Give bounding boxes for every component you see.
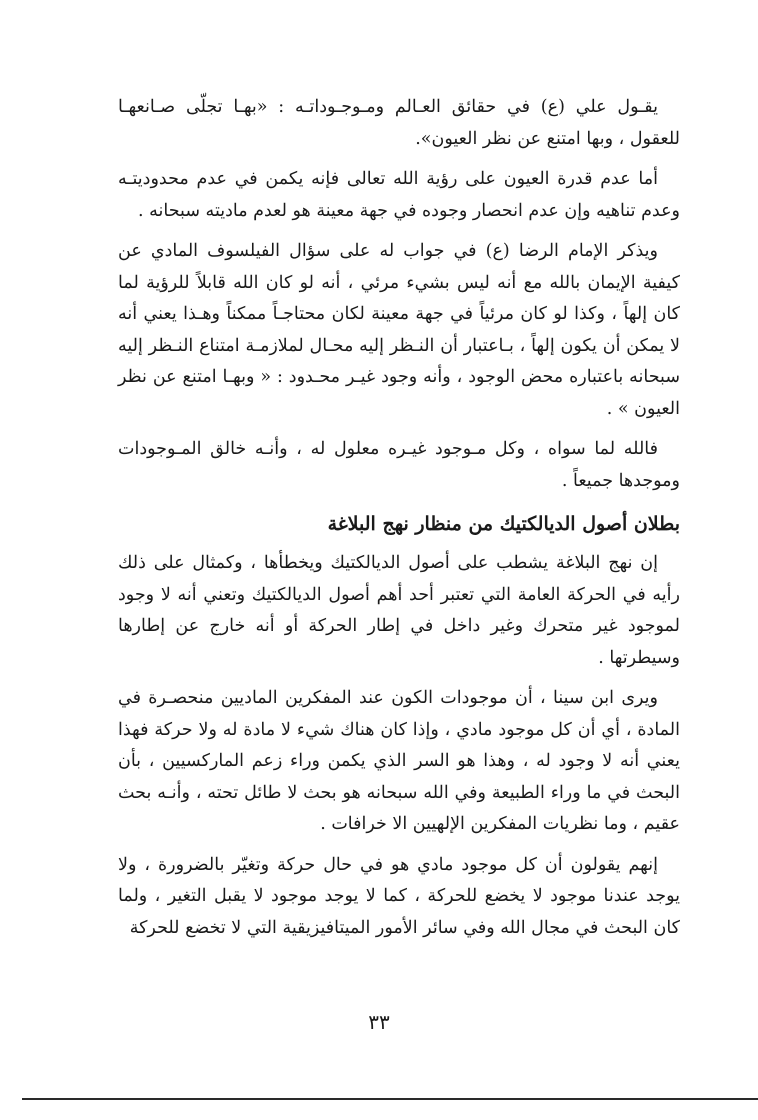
section-heading: بطلان أصول الديالكتيك من منظار نهج البلاغة: [327, 513, 680, 535]
paragraph-imam-rida: ويذكر الإمام الرضا (ع) في جواب له على سؤال الفيلسوف المادي عن كيفية الإيمان بالله مع أنه ليس بشيء مرئي ، أنه لو كان الله قابلاً للرؤية لما كان إلهاً ، وكذا لو كان مرئياً في جهة معينة لكان محتاجـاً ممكناً وهـذا يعني أنه لا يمكن أن يكون إلهاً ، بـاعتبار أن النـظر إليه محـال لملازمـة امتناع النـظر إليه سبحانه باعتباره محض الوجود ، وأنه وجود غيـر محـدود : « وبهـا امتنع عن نظر العيون » .: [118, 241, 680, 419]
page-number: ٣٣: [368, 1010, 390, 1034]
paragraph-motion-change: إنهم يقولون أن كل موجود مادي هو في حال حركة وتغيّر بالضرورة ، ولا يوجد عندنا موجود لا يخضع للحركة ، كما لا يوجد موجود لا يقبل التغير ، ولما كان البحث في مجال الله وفي سائر الأمور الميتافيزيقية التي لا تخضع للحركة: [118, 854, 680, 938]
paragraph-ali-quote: يقـول علي (ع) في حقائق العـالم ومـوجـوداتـه : «بهـا تجلّى صـانعهـا للعقول ، وبها امتنع عن نظر العيون».: [118, 97, 680, 149]
paragraph-eyes-inability: أما عدم قدرة العيون على رؤية الله تعالى فإنه يكمن في عدم محدوديتـه وعدم تناهيه وإن عدم انحصار وجوده في جهة معينة هو لعدم ماديته سبحانه .: [118, 169, 680, 221]
paragraph-nahj-dialectic: إن نهج البلاغة يشطب على أصول الديالكتيك ويخطأها ، وكمثال على ذلك رأيه في الحركة العامة التي تعتبر أحد أهم أصول الديالكتيك وتعني أنه لا وجود لموجود غير متحرك وغير داخل في إطار الحركة أو أنه خارج عن إطارها وسيطرتها .: [118, 553, 680, 668]
bottom-edge-line-tail: [752, 1099, 758, 1100]
paragraph-ibn-sina: ويرى ابن سينا ، أن موجودات الكون عند المفكرين الماديين منحصـرة في المادة ، أي أن كل موجود مادي ، وإذا كان هناك شيء لا مادة له ولا حركة فهذا يعني أنه لا وجود له ، وهذا هو السر الذي يكمن وراء زعم الماركسيين ، بأن البحث في ما وراء الطبيعة وفي الله سبحانه هو بحث لا طائل تحته ، وأنـه بحث عقيم ، وما نظريات المفكرين الإلهيين الا خرافات .: [118, 688, 680, 834]
paragraph-god-creator: فالله لما سواه ، وكل مـوجود غيـره معلول له ، وأنـه خالق المـوجودات وموجدها جميعاً .: [118, 439, 680, 491]
bottom-edge-line: [22, 1098, 758, 1100]
page-body: [118, 92, 680, 953]
